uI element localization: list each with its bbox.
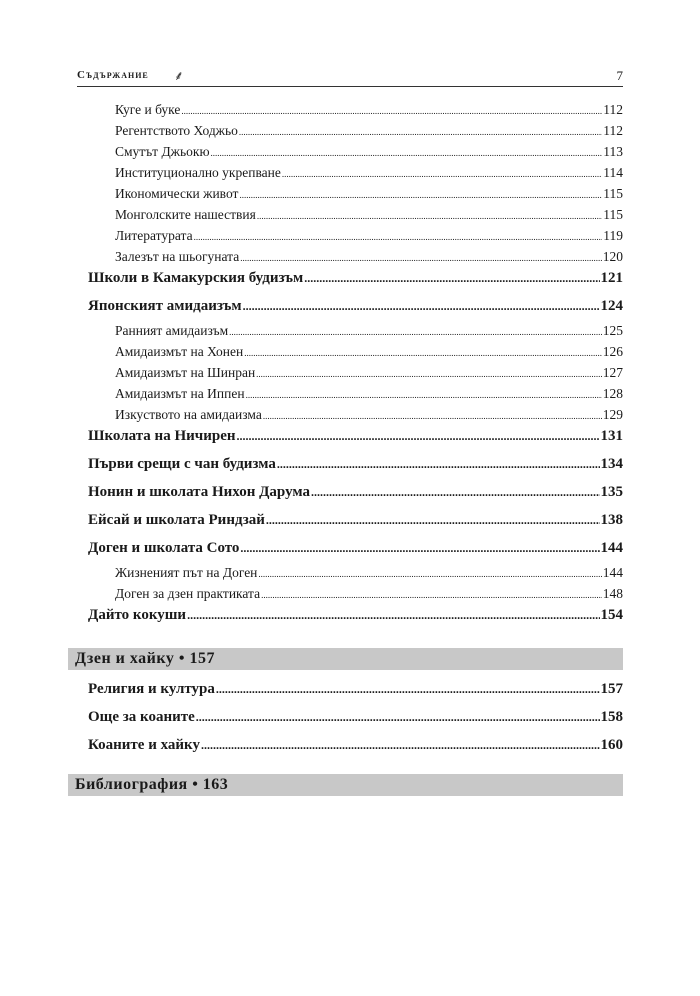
toc-entry-title: Първи срещи с чан будизма [88,456,276,472]
toc-entry-page: 119 [603,228,623,243]
toc-entry-title: Смутът Джьокю [115,144,210,159]
toc-entry[interactable] [88,484,623,501]
toc-entry[interactable] [115,386,623,402]
toc-entry-title: Куге и буке [115,102,181,117]
toc-entry[interactable] [115,123,623,139]
toc-entry[interactable] [115,207,623,223]
toc-entry-title: Амидаизмът на Шинран [115,365,256,380]
toc-entry-page: 135 [600,484,623,500]
toc-entry[interactable] [88,681,623,698]
toc-entry-page: 113 [603,144,623,159]
toc-entry[interactable] [115,407,623,423]
toc-entry-title: Изкуството на амидаизма [115,407,262,422]
toc-entry[interactable] [88,540,623,557]
toc-entry[interactable] [88,456,623,473]
toc-entry-title: Школи в Камакурския будизъм [88,270,304,286]
toc-entry-page: 160 [600,737,623,753]
toc-entry-page: 112 [603,123,623,138]
toc-entry-title: Ейсай и школата Риндзай [88,512,265,528]
section-header-bibliography[interactable] [68,774,623,796]
toc-entry-title: Амидаизмът на Хонен [115,344,244,359]
section-header-zen[interactable] [68,648,623,670]
leaf-icon: ⸙ [174,68,184,83]
toc-entry-title: Японският амидаизъм [88,298,242,314]
toc-entry-title: Религия и култура [88,681,215,697]
toc-entry-title: Ранният амидаизъм [115,323,229,338]
toc-entry[interactable] [88,512,623,529]
toc-entry[interactable] [115,586,623,602]
toc-entry-page: 134 [600,456,623,472]
toc-entry-title: Още за коаните [88,709,195,725]
toc-entry-page: 125 [602,323,623,338]
toc-entry[interactable] [88,298,623,315]
toc-entry[interactable] [115,102,623,118]
toc-entry[interactable] [115,165,623,181]
toc-entry-page: 144 [600,540,623,556]
toc-entry-page: 115 [603,186,623,201]
toc-entry-title: Дайто кокуши [88,607,187,623]
toc-entry-page: 114 [603,165,623,180]
toc-entry-title: Регентството Ходжьо [115,123,238,138]
toc-entry[interactable] [115,144,623,160]
toc-entry-title: Икономически живот [115,186,239,201]
toc-entry[interactable] [115,323,623,339]
toc-entry-page: 148 [602,586,623,601]
toc-entry[interactable] [115,565,623,581]
toc-entry[interactable] [115,344,623,360]
toc-entry-page: 127 [602,365,623,380]
toc-entry-page: 144 [602,565,623,580]
toc-entry-title: Доген за дзен практиката [115,586,261,601]
toc-entry[interactable] [88,428,623,445]
toc-entry-title: Коаните и хайку [88,737,200,753]
toc-entry-page: 157 [600,681,623,697]
toc-entry-page: 154 [600,607,623,623]
toc-entry-title: Литературата [115,228,193,243]
toc-entry-page: 138 [600,512,623,528]
toc-entry-page: 128 [602,386,623,401]
toc-entry-page: 129 [602,407,623,422]
toc-entry-page: 131 [600,428,623,444]
toc-entry-page: 120 [602,249,623,264]
toc-entry[interactable] [88,709,623,726]
toc-entry-title: Доген и школата Сото [88,540,240,556]
toc-entry-title: Залезът на шьогуната [115,249,240,264]
toc-entry[interactable] [115,186,623,202]
toc-entry-page: 112 [603,102,623,117]
toc-entry[interactable] [88,737,623,754]
page-number: 7 [616,68,623,83]
toc-entry[interactable] [88,607,623,624]
toc-entry-title: Амидаизмът на Иппен [115,386,245,401]
toc-entry-page: 115 [603,207,623,222]
toc-entry-title: Монголските нашествия [115,207,256,222]
toc-entry-page: 124 [600,298,623,314]
toc-entry[interactable] [115,249,623,265]
toc-entry[interactable] [115,228,623,244]
toc-entry-page: 121 [600,270,623,286]
toc-entry-page: 126 [602,344,623,359]
page-header [77,66,623,88]
toc-entry-title: Нонин и школата Нихон Дарума [88,484,310,500]
toc-entry[interactable] [88,270,623,287]
toc-entry-title: Институционално укрепване [115,165,281,180]
section-title: Дзен и хайку • 157 [75,650,215,667]
toc-entry-title: Жизненият път на Доген [115,565,258,580]
toc-entry-title: Школата на Ничирен [88,428,236,444]
toc-entry[interactable] [115,365,623,381]
toc-entry-page: 158 [600,709,623,725]
section-title: Библиография • 163 [75,776,229,793]
header-title: Съдържание [77,69,149,81]
header-rule [77,86,623,87]
